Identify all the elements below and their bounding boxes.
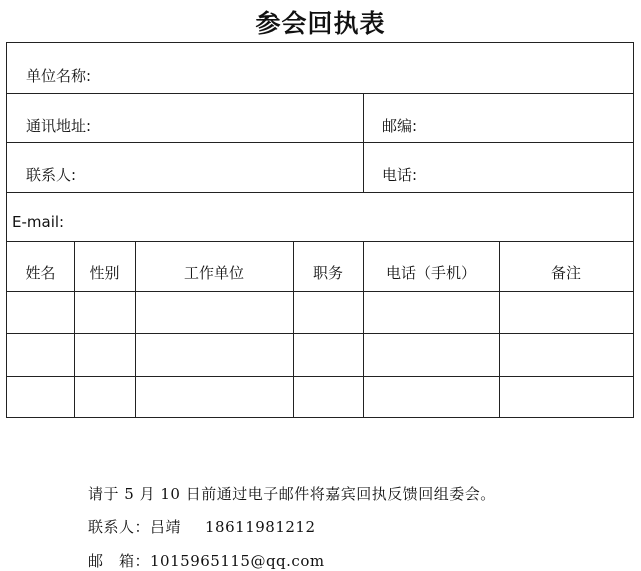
contact-person: 联系人：吕靖 — [88, 518, 182, 536]
contact-label: 联系人: — [26, 166, 77, 184]
deadline-note: 请于 5 月 10 日前通过电子邮件将嘉宾回执反馈回组委会。 — [88, 485, 496, 503]
reply-form — [6, 42, 634, 418]
header-position: 职务 — [312, 264, 343, 282]
email-label: E-mail: — [12, 213, 65, 231]
row-divider — [7, 291, 633, 292]
phone-label: 电话: — [382, 166, 418, 184]
unit-name-label: 单位名称: — [26, 67, 92, 85]
email-note — [88, 550, 325, 571]
contact-note — [88, 516, 316, 537]
row-divider — [7, 192, 633, 193]
header-remarks: 备注 — [550, 264, 581, 282]
column-divider — [363, 93, 364, 192]
row-divider — [7, 241, 633, 242]
header-gender: 性别 — [89, 264, 120, 282]
form-title: 参会回执表 — [255, 9, 386, 38]
row-divider — [7, 376, 633, 377]
row-divider — [7, 333, 633, 334]
address-label: 通讯地址: — [26, 117, 92, 135]
header-mobile: 电话（手机） — [385, 264, 476, 282]
contact-email: 1015965115@qq.com — [150, 552, 325, 570]
postcode-label: 邮编: — [382, 117, 418, 135]
row-divider — [7, 93, 633, 94]
email-label-note: 邮 箱： — [88, 552, 151, 570]
header-work-unit: 工作单位 — [183, 264, 244, 282]
row-divider — [7, 142, 633, 143]
header-name: 姓名 — [25, 264, 56, 282]
contact-phone: 18611981212 — [205, 518, 316, 536]
